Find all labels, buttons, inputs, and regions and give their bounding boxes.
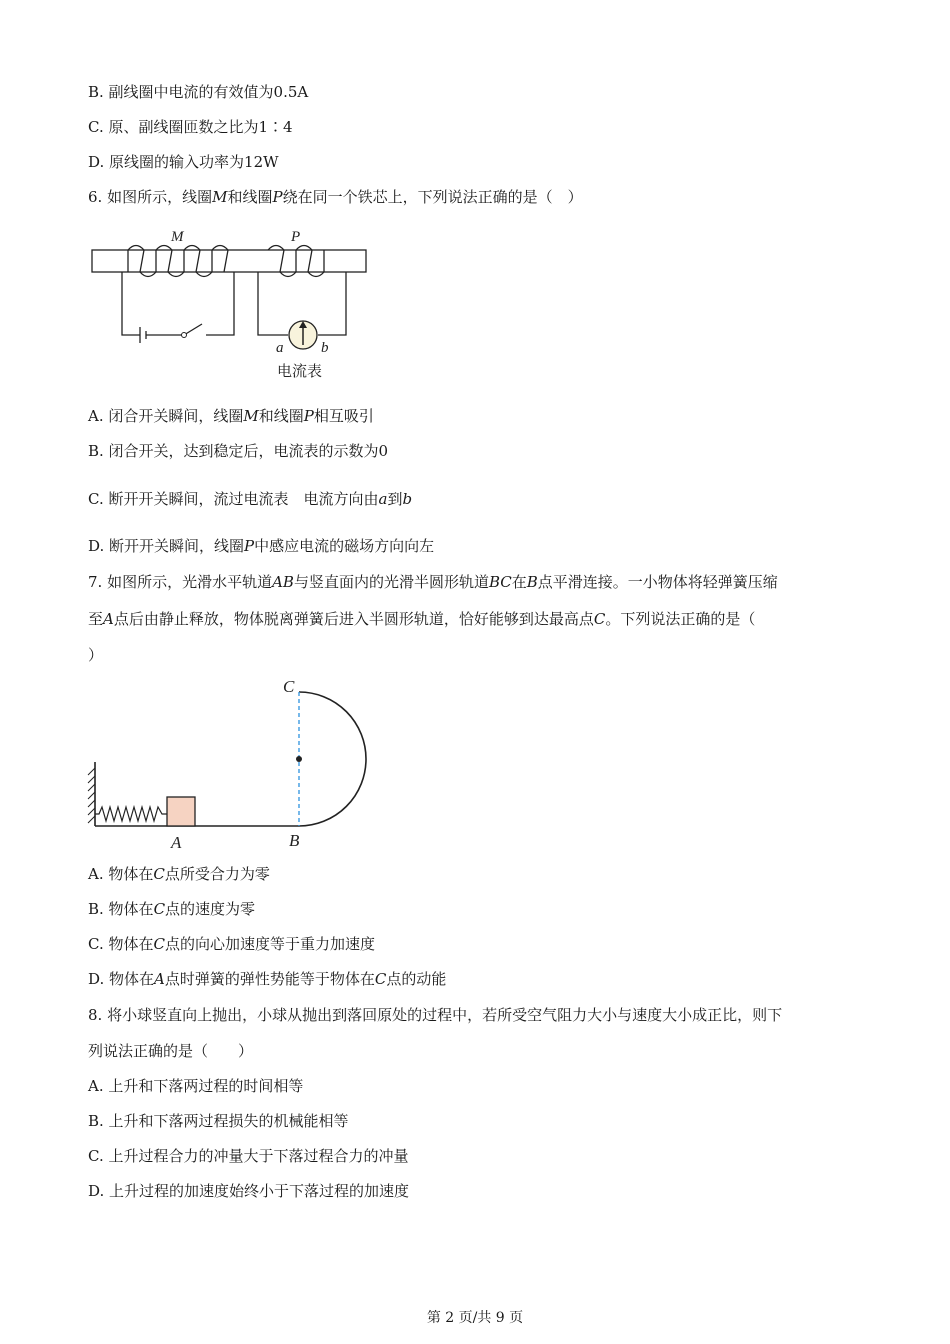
q6-option-a: A. 闭合开关瞬间，线圈M和线圈P相互吸引 <box>88 407 374 425</box>
center-point <box>296 756 302 762</box>
q7-option-c: C. 物体在C点的向心加速度等于重力加速度 <box>88 935 375 953</box>
q6-option-d: D. 断开开关瞬间，线圈P中感应电流的磁场方向向左 <box>88 537 435 555</box>
q5-option-d: D. 原线圈的输入功率为12W <box>88 153 279 171</box>
q8-option-c: C. 上升过程合力的冲量大于下落过程合力的冲量 <box>88 1147 409 1165</box>
semicircle-track <box>299 692 366 826</box>
label-m: M <box>171 229 184 245</box>
q6-option-c: C. 断开开关瞬间，流过电流表 电流方向由a到b <box>88 490 413 508</box>
iron-core <box>92 250 366 272</box>
q8-stem-line1: 8. 将小球竖直向上抛出，小球从抛出到落回原处的过程中，若所受空气阻力大小与速度大小成正比，则下 <box>88 1006 783 1024</box>
coil-m-circuit <box>122 272 234 343</box>
q5-option-c: C. 原、副线圈匝数之比为1∶4 <box>88 118 293 136</box>
q7-option-a: A. 物体在C点所受合力为零 <box>88 865 270 883</box>
q8-option-b: B. 上升和下落两过程损失的机械能相等 <box>88 1112 349 1130</box>
label-p: P <box>291 229 301 245</box>
q7-stem-line3: ） <box>88 646 104 664</box>
page-number: 第 2 页/共 9 页 <box>426 1310 524 1326</box>
label-c: C <box>283 677 295 696</box>
q7-option-d: D. 物体在A点时弹簧的弹性势能等于物体在C点的动能 <box>88 970 447 988</box>
spring <box>95 807 167 821</box>
figure-caption: 电流表 <box>277 362 323 380</box>
q6-coil-figure <box>88 225 373 385</box>
q7-track-figure <box>85 674 375 856</box>
q6-option-b: B. 闭合开关，达到稳定后，电流表的示数为0 <box>88 442 389 460</box>
block <box>167 797 195 826</box>
label-a: a <box>276 340 284 356</box>
q8-stem-line2: 列说法正确的是（ ） <box>88 1042 254 1060</box>
label-b: B <box>289 831 300 850</box>
q7-stem-line2: 至A点后由静止释放，物体脱离弹簧后进入半圆形轨道，恰好能够到达最高点C。下列说法正确的是（ <box>88 610 756 628</box>
q8-option-d: D. 上升过程的加速度始终小于下落过程的加速度 <box>88 1182 410 1200</box>
switch-contact <box>182 333 187 338</box>
q7-option-b: B. 物体在C点的速度为零 <box>88 900 256 918</box>
q7-stem-line1: 7. 如图所示，光滑水平轨道AB与竖直面内的光滑半圆形轨道BC在B点平滑连接。一小物体将轻弹簧压缩 <box>88 573 778 591</box>
q6-stem: 6. 如图所示，线圈M和线圈P绕在同一个铁芯上，下列说法正确的是（ ） <box>88 188 583 206</box>
q5-option-b: B. 副线圈中电流的有效值为0.5A <box>88 83 309 101</box>
q8-option-a: A. 上升和下落两过程的时间相等 <box>88 1077 304 1095</box>
label-a: A <box>171 833 182 852</box>
label-b: b <box>321 340 329 356</box>
